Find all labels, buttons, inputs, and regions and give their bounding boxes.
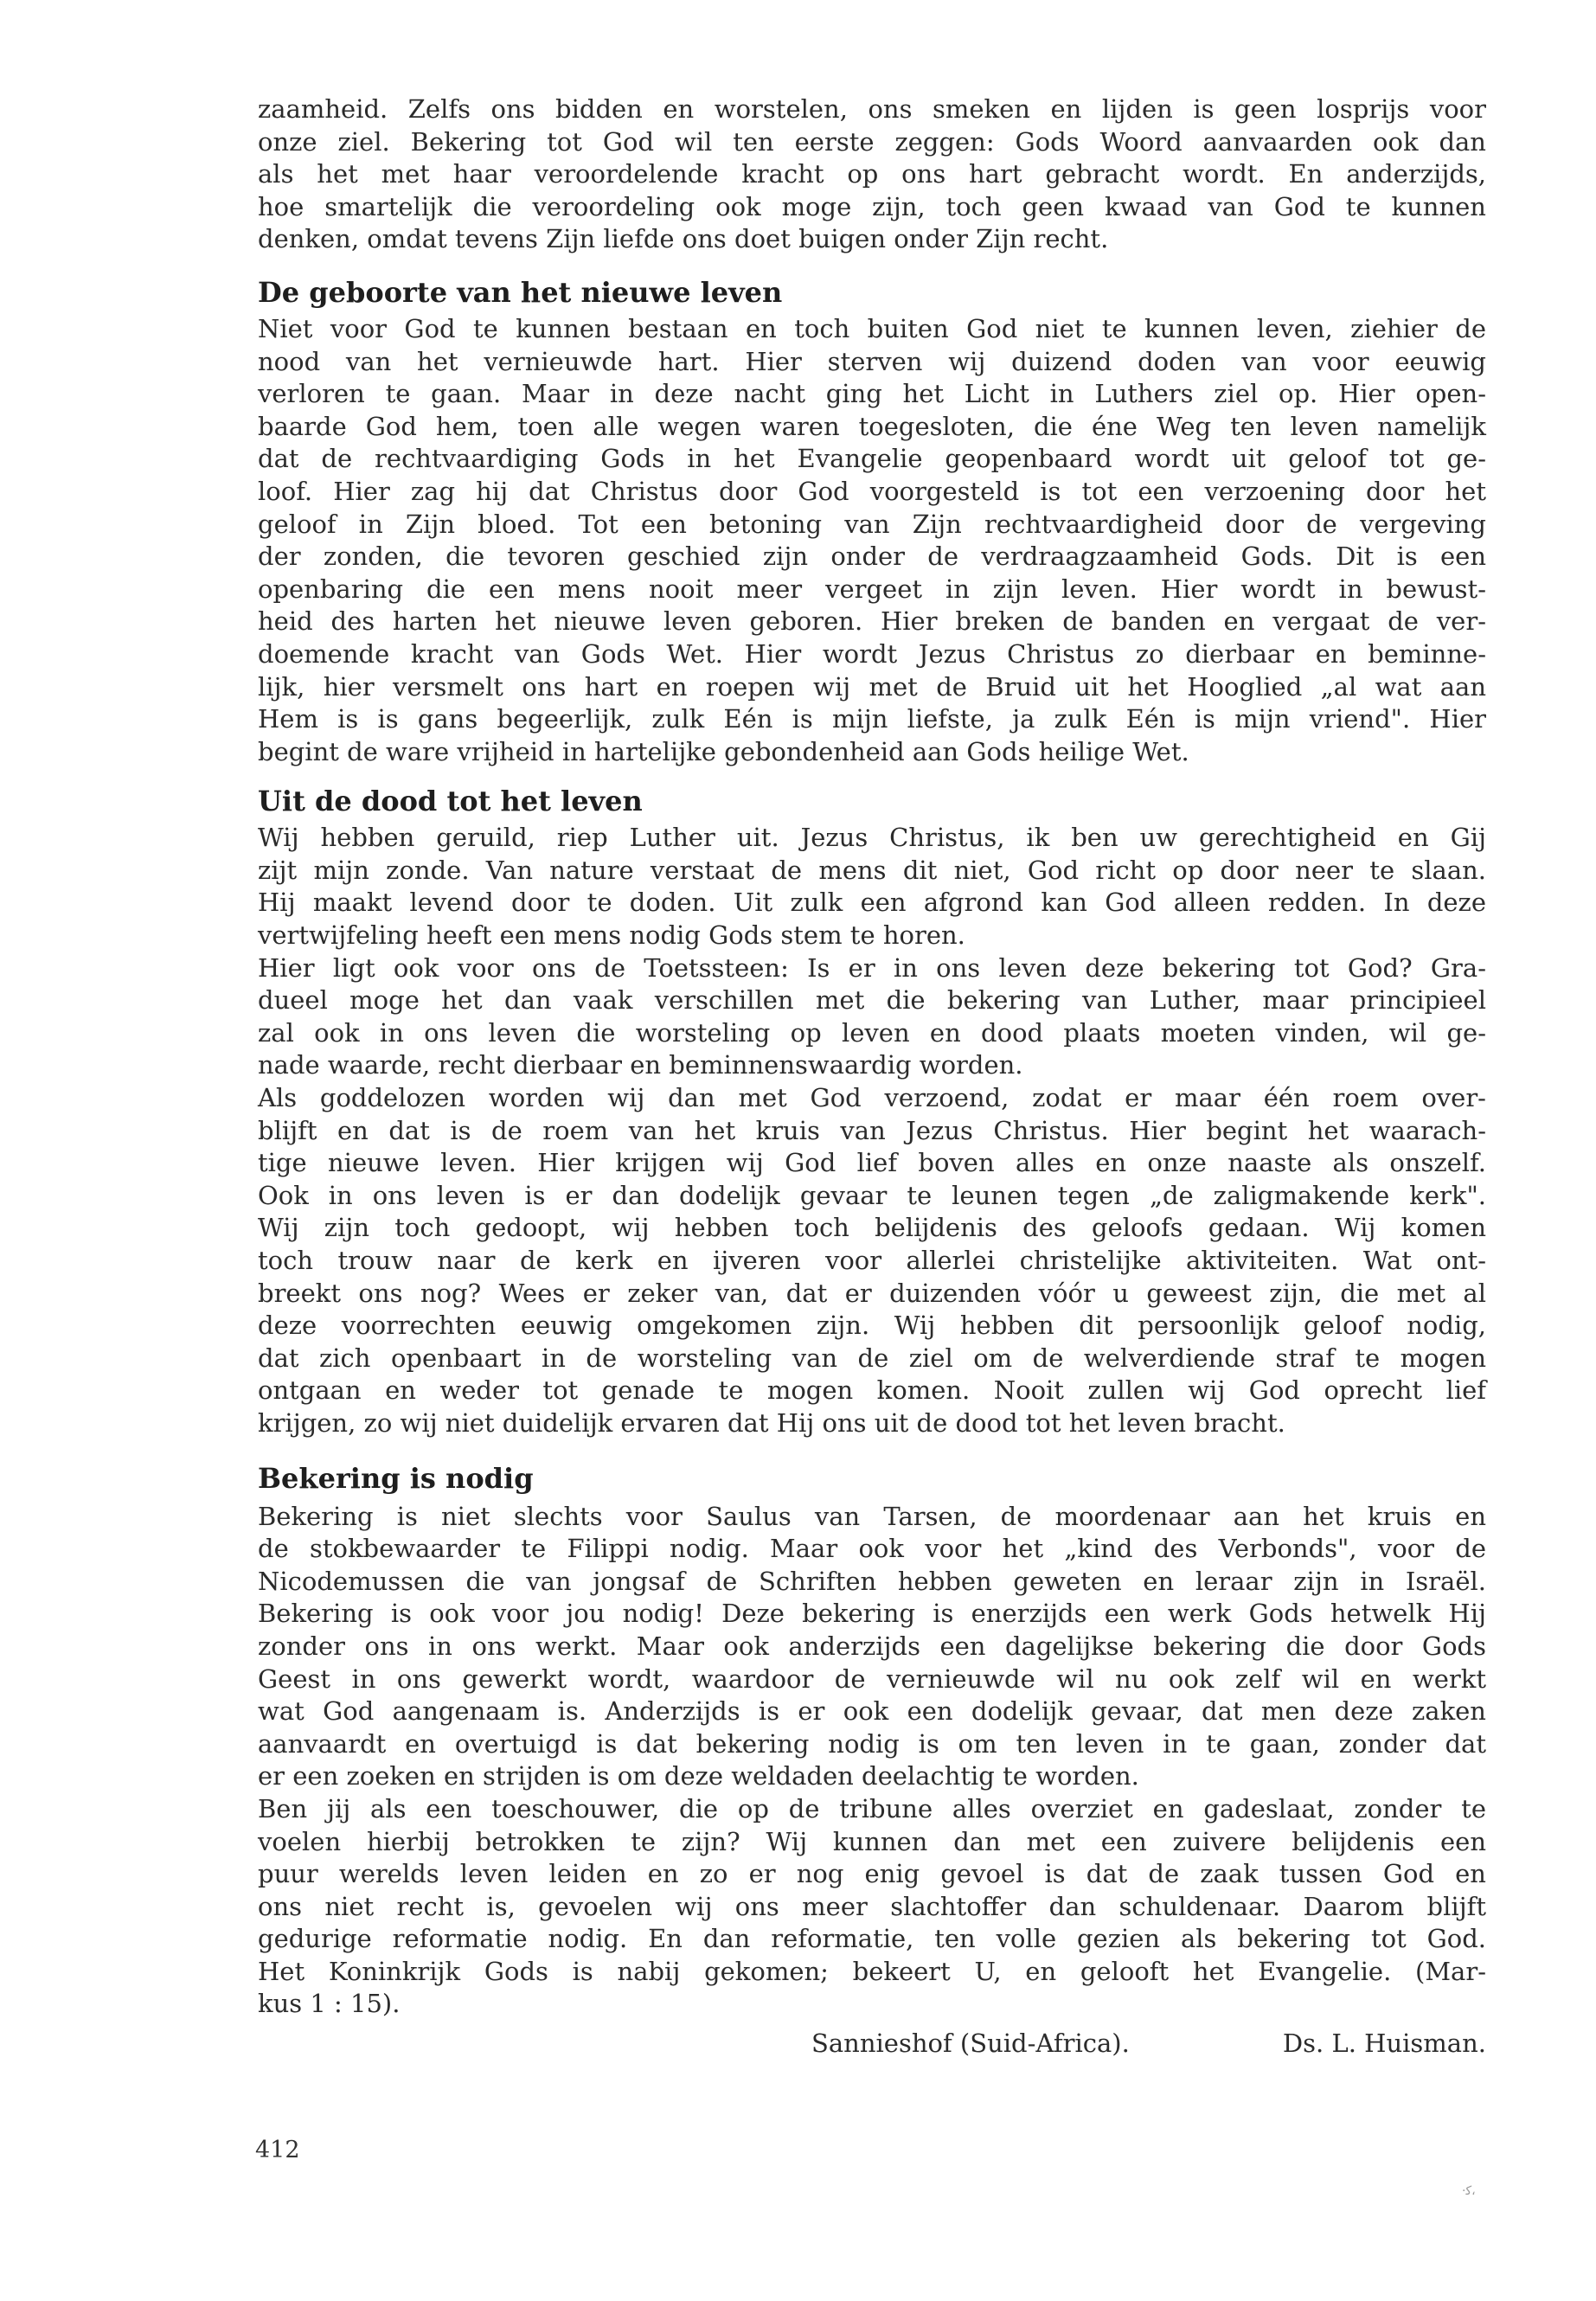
text-line: lijk, hier versmelt ons hart en roepen wij met de Bruid uit het Hooglied „al wat aan — [258, 671, 1486, 702]
text-line: loof. Hier zag hij dat Christus door God voorgesteld is tot een verzoening door het — [258, 476, 1486, 506]
text-line: zijt mijn zonde. Van nature verstaat de mens dit niet, God richt op door neer te slaan. — [258, 855, 1486, 885]
text-line: Als goddelozen worden wij dan met God verzoend, zodat er maar één roem over- — [258, 1083, 1486, 1113]
section-paragraph — [258, 822, 1486, 1439]
text-line: tige nieuwe leven. Hier krijgen wij God lief boven alles en onze naaste als onszelf. — [258, 1148, 1486, 1178]
text-line: Wij hebben geruild, riep Luther uit. Jezus Christus, ik ben uw gerechtigheid en Gij — [258, 823, 1486, 853]
text-line: gedurige reformatie nodig. En dan reformatie, ten volle gezien als bekering tot God. — [258, 1924, 1486, 1954]
scan-mark: ·ﮐ، — [1462, 2184, 1476, 2198]
text-line: begint de ware vrijheid in hartelijke gebondenheid aan Gods heilige Wet. — [258, 736, 1189, 766]
section-heading: Bekering is nodig — [258, 1461, 534, 1495]
text-line: ontgaan en weder tot genade te mogen komen. Nooit zullen wij God oprecht lief — [258, 1375, 1486, 1406]
text-line: hoe smartelijk die veroordeling ook moge zijn, toch geen kwaad van God te kunnen — [258, 191, 1486, 221]
text-line: ons niet recht is, gevoelen wij ons meer slachtoffer dan schuldenaar. Daarom blijft — [258, 1891, 1486, 1921]
signature-author: Ds. L. Huisman. — [1282, 2029, 1486, 2059]
text-line: wat God aangenaam is. Anderzijds is er ook een dodelijk gevaar, dat men deze zaken — [258, 1696, 1486, 1727]
text-line: Niet voor God te kunnen bestaan en toch buiten God niet te kunnen leven, ziehier de — [258, 313, 1486, 343]
section-paragraph — [258, 313, 1486, 768]
text-line: Ben jij als een toeschouwer, die op de tribune alles overziet en gadeslaat, zonder te — [258, 1793, 1486, 1823]
text-line: zal ook in ons leven die worsteling op leven en dood plaats moeten vinden, wil ge- — [258, 1017, 1486, 1048]
text-line: nood van het vernieuwde hart. Hier sterven wij duizend doden van voor eeuwig — [258, 346, 1486, 376]
text-line: puur werelds leven leiden en zo er nog enig gevoel is dat de zaak tussen God en — [258, 1859, 1486, 1889]
text-line: voelen hierbij betrokken te zijn? Wij kunnen dan met een zuivere belijdenis een — [258, 1826, 1486, 1856]
text-line: kus 1 : 15). — [258, 1989, 401, 2019]
text-line: Hem is is gans begeerlijk, zulk Eén is mijn liefste, ja zulk Eén is mijn vriend". Hier — [258, 704, 1486, 734]
text-line: Bekering is ook voor jou nodig! Deze bekering is enerzijds een werk Gods hetwelk Hij — [258, 1599, 1486, 1629]
text-line: baarde God hem, toen alle wegen waren toegesloten, die éne Weg ten leven namelijk — [258, 411, 1486, 441]
text-line: blijft en dat is de roem van het kruis van Jezus Christus. Hier begint het waarach- — [258, 1115, 1486, 1145]
text-line: dat zich openbaart in de worsteling van de ziel om de welverdiende straf te mogen — [258, 1343, 1486, 1373]
signature-place: Sannieshof (Suid-Africa). — [811, 2029, 1130, 2059]
text-line: onze ziel. Bekering tot God wil ten eerste zeggen: Gods Woord aanvaarden ook dan — [258, 126, 1486, 157]
text-line: zonder ons in ons werkt. Maar ook anderzijds een dagelijkse bekering die door Gods — [258, 1631, 1486, 1661]
signature-line — [258, 2026, 1486, 2061]
text-line: Hier ligt ook voor ons de Toetssteen: Is er in ons leven deze bekering tot God? Gra- — [258, 952, 1486, 983]
text-line: zaamheid. Zelfs ons bidden en worstelen, ons smeken en lijden is geen losprijs voor — [258, 94, 1486, 124]
text-line: openbaring die een mens nooit meer vergeet in zijn leven. Hier wordt in bewust- — [258, 574, 1486, 604]
text-line: Geest in ons gewerkt wordt, waardoor de vernieuwde wil nu ook zelf wil en werkt — [258, 1663, 1486, 1694]
text-line: er een zoeken en strijden is om deze weldaden deelachtig te worden. — [258, 1761, 1139, 1791]
page-number: 412 — [255, 2137, 300, 2163]
text-line: vertwijfeling heeft een mens nodig Gods stem te horen. — [258, 920, 965, 951]
text-line: deze voorrechten eeuwig omgekomen zijn. Wij hebben dit persoonlijk geloof nodig, — [258, 1311, 1486, 1341]
text-line: dat de rechtvaardiging Gods in het Evangelie geopenbaard wordt uit geloof tot ge- — [258, 444, 1486, 474]
text-line: dueel moge het dan vaak verschillen met die bekering van Luther, maar principieel — [258, 985, 1486, 1016]
text-line: Het Koninkrijk Gods is nabij gekomen; bekeert U, en gelooft het Evangelie. (Mar- — [258, 1956, 1486, 1986]
text-line: verloren te gaan. Maar in deze nacht ging het Licht in Luthers ziel op. Hier open- — [258, 379, 1486, 409]
text-line: nade waarde, recht dierbaar en beminnenswaardig worden. — [258, 1050, 1023, 1080]
text-line: Bekering is niet slechts voor Saulus van Tarsen, de moordenaar aan het kruis en — [258, 1501, 1486, 1531]
text-line: breekt ons nog? Wees er zeker van, dat er duizenden vóór u geweest zijn, die met al — [258, 1278, 1486, 1308]
text-line: krijgen, zo wij niet duidelijk ervaren dat Hij ons uit de dood tot het leven bracht. — [258, 1407, 1285, 1438]
section-paragraph — [258, 1501, 1486, 2022]
text-line: heid des harten het nieuwe leven geboren. Hier breken de banden en vergaat de ver- — [258, 606, 1486, 637]
text-line: aanvaardt en overtuigd is dat bekering nodig is om ten leven in te gaan, zonder dat — [258, 1728, 1486, 1759]
section-heading: Uit de dood tot het leven — [258, 785, 643, 818]
text-line: doemende kracht van Gods Wet. Hier wordt Jezus Christus zo dierbaar en beminne- — [258, 638, 1486, 669]
text-line: als het met haar veroordelende kracht op ons hart gebracht wordt. En anderzijds, — [258, 159, 1486, 189]
intro-paragraph — [258, 93, 1486, 256]
text-line: denken, omdat tevens Zijn liefde ons doet buigen onder Zijn recht. — [258, 224, 1109, 254]
text-line: geloof in Zijn bloed. Tot een betoning van Zijn rechtvaardigheid door de vergeving — [258, 509, 1486, 539]
text-line: der zonden, die tevoren geschied zijn onder de verdraagzaamheid Gods. Dit is een — [258, 542, 1486, 572]
text-line: toch trouw naar de kerk en ijveren voor allerlei christelijke aktiviteiten. Wat ont- — [258, 1246, 1486, 1275]
text-line: Ook in ons leven is er dan dodelijk gevaar te leunen tegen „de zaligmakende kerk". — [258, 1180, 1486, 1210]
text-line: Hij maakt levend door te doden. Uit zulk een afgrond kan God alleen redden. In deze — [258, 888, 1486, 918]
article-body — [258, 93, 1486, 2061]
text-line: de stokbewaarder te Filippi nodig. Maar ook voor het „kind des Verbonds", voor de — [258, 1534, 1486, 1564]
section-heading: De geboorte van het nieuwe leven — [258, 275, 783, 309]
text-line: Nicodemussen die van jongsaf de Schriften hebben geweten en leraar zijn in Israël. — [258, 1566, 1486, 1596]
text-line: Wij zijn toch gedoopt, wij hebben toch belijdenis des geloofs gedaan. Wij komen — [258, 1213, 1486, 1243]
